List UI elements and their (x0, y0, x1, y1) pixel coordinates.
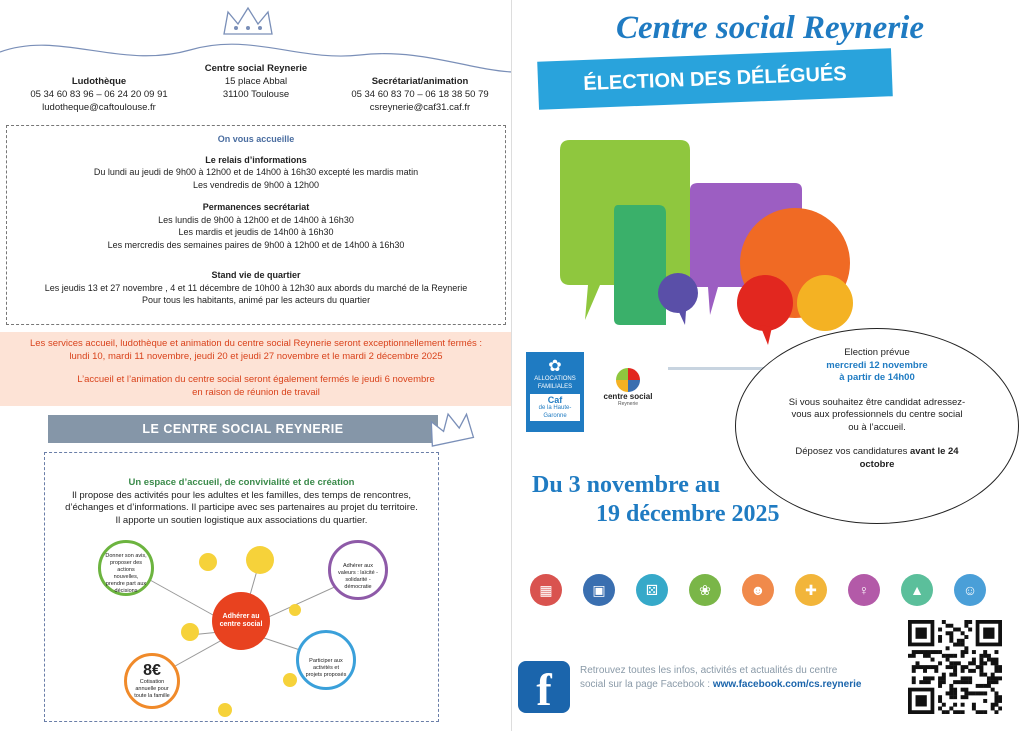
closure-line2: lundi 10, mardi 11 novembre, jeudi 20 et jeudi 27 novembre et le mardi 2 décembre 2025 (69, 351, 443, 362)
election-oval (735, 328, 1019, 524)
dates-line2: 19 décembre 2025 (596, 501, 780, 527)
participate-text: Participer aux activités et projets proposés (305, 657, 347, 678)
centre-intro-title: Un espace d’accueil, de convivialité et de création (128, 477, 355, 488)
ludotheque-phones: 05 34 60 83 96 – 06 24 20 09 91 (30, 89, 168, 100)
participate-bubble (296, 630, 356, 690)
price-bubble (124, 653, 180, 709)
dates-line1: Du 3 novembre au (532, 472, 721, 498)
facebook-text (580, 664, 900, 692)
closure-line3: L’accueil et l’animation du centre social seront également fermés le jeudi 6 novembre (77, 374, 435, 385)
closure-line1: Les services accueil, ludothèque et animation du centre social Reynerie seront exceptionnellement fermés : (29, 338, 483, 349)
centre-social-logo (593, 368, 663, 407)
candidate-line2: vous aux professionnels du centre social (791, 409, 963, 420)
contact-centre (176, 62, 336, 101)
stand-line2: Pour tous les habitants, animé par les acteurs du quartier (141, 295, 371, 305)
relais-line1: Du lundi au jeudi de 9h00 à 12h00 et de 14h00 à 16h30 excepté les mardis matin (93, 167, 419, 177)
crown-icon (224, 8, 272, 34)
facebook-line2: social sur la page Facebook : (580, 679, 713, 690)
crown-icon (425, 408, 475, 450)
centre-intro-line2: d’échanges et d’informations. Il participe avec ses partenaires au projet du territoire. (65, 502, 418, 513)
contact-ludotheque (14, 75, 184, 114)
bus-icon: ▣ (583, 574, 615, 606)
values-bubble (328, 540, 388, 600)
permanences-section (7, 201, 505, 251)
centre-title: Centre social Reynerie (204, 63, 308, 74)
left-page (0, 0, 510, 731)
permanences-line3: Les mercredis des semaines paires de 9h00 à 12h00 et de 14h00 à 16h30 (107, 239, 405, 250)
opinion-text: Donner son avis, proposer des actions nouvelles, prendre part aux décisions (105, 553, 147, 594)
permanences-line2: Les mardis et jeudis de 14h00 à 16h30 (178, 227, 334, 237)
stand-section (7, 269, 505, 307)
stand-title: Stand vie de quartier (211, 270, 301, 280)
price-note: Cotisation annuelle pour toute la famille (134, 679, 170, 699)
qr-code[interactable] (908, 620, 1002, 714)
meditation-icon: ☺ (954, 574, 986, 606)
page-divider (511, 0, 512, 731)
opening-hours-box (6, 125, 506, 325)
permanences-title: Permanences secrétariat (202, 202, 310, 212)
election-line1: Election prévue (844, 347, 910, 358)
relais-section (7, 154, 505, 192)
closure-notice (0, 332, 512, 406)
facebook-line1: Retrouvez toutes les infos, activités et actualités du centre (580, 665, 838, 676)
puzzle-icon: ✚ (795, 574, 827, 606)
deposit-text: Déposez vos candidatures (795, 446, 910, 457)
caf-emblem-icon: ✿ (548, 358, 562, 375)
centre-social-emblem-icon (616, 368, 640, 392)
dice-icon: ⚄ (636, 574, 668, 606)
caf-line3: Caf (547, 395, 563, 405)
centre-city: 31100 Toulouse (222, 89, 290, 100)
opinion-bubble (98, 540, 154, 596)
right-title: Centre social Reynerie (616, 10, 924, 46)
hours-heading: On vous accueille (217, 134, 295, 144)
ludotheque-title: Ludothèque (71, 76, 127, 87)
caf-line5: Garonne (543, 412, 567, 419)
permanences-line1: Les lundis de 9h00 à 12h00 et de 14h00 à 16h30 (158, 214, 354, 225)
relais-title: Le relais d’informations (205, 154, 307, 165)
backpack-icon: ▲ (901, 574, 933, 606)
election-date: mercredi 12 novembre (826, 359, 928, 371)
price-value: 8€ (143, 662, 161, 679)
caf-line2: FAMILIALES (537, 383, 573, 390)
calendar-icon: ▦ (530, 574, 562, 606)
centre-banner: LE CENTRE SOCIAL REYNERIE (48, 415, 438, 443)
candidate-line1: Si vous souhaitez être candidat adressez- (788, 396, 966, 408)
speech-bubbles-illustration (540, 135, 870, 370)
deposit-month: octobre (859, 458, 895, 470)
secretariat-title: Secrétariat/animation (371, 76, 469, 87)
ludotheque-email[interactable]: ludotheque@caftoulouse.fr (42, 102, 156, 113)
membership-center-bubble (212, 592, 270, 650)
stand-line1: Les jeudis 13 et 27 novembre , 4 et 11 décembre de 10h00 à 12h30 aux abords du marché de la Reynerie (44, 282, 468, 293)
facebook-link[interactable]: www.facebook.com/cs.reynerie (712, 679, 862, 690)
candidate-line3: ou à l’accueil. (848, 421, 906, 433)
closure-line4: en raison de réunion de travail (192, 387, 320, 398)
contact-secretariat (330, 75, 510, 114)
caf-line1: ALLOCATIONS (534, 376, 576, 382)
election-time: à partir de 14h00 (839, 372, 915, 383)
membership-center-label: Adhérer au centre social (219, 613, 263, 628)
centre-street: 15 place Abbal (224, 76, 288, 87)
relais-line2: Les vendredis de 9h00 à 12h00 (192, 179, 320, 190)
activity-icons-row (530, 574, 1010, 608)
deposit-deadline: avant le 24 (910, 446, 959, 457)
caf-logo (526, 352, 584, 432)
secretariat-phones: 05 34 60 83 70 – 06 18 38 50 79 (351, 89, 489, 100)
secretariat-email[interactable]: csreynerie@caf31.caf.fr (369, 102, 471, 113)
values-text: Adhérer aux valeurs : laïcité - solidarité - démocratie (337, 563, 379, 590)
cs-logo-text: centre social (603, 392, 653, 401)
plant-icon: ❀ (689, 574, 721, 606)
centre-intro-line3: Il apporte un soutien logistique aux associations du quartier. (115, 514, 368, 526)
caf-line4: de la Haute- (538, 405, 572, 411)
group-icon: ☻ (742, 574, 774, 606)
people-icon: ♀ (848, 574, 880, 606)
election-banner: ÉLECTION DES DÉLÉGUÉS (537, 48, 893, 110)
centre-intro-line1: Il propose des activités pour les adultes et les familles, des temps de rencontres, (71, 489, 411, 501)
cs-logo-sub: Reynerie (617, 401, 638, 407)
facebook-icon[interactable]: f (518, 661, 570, 713)
